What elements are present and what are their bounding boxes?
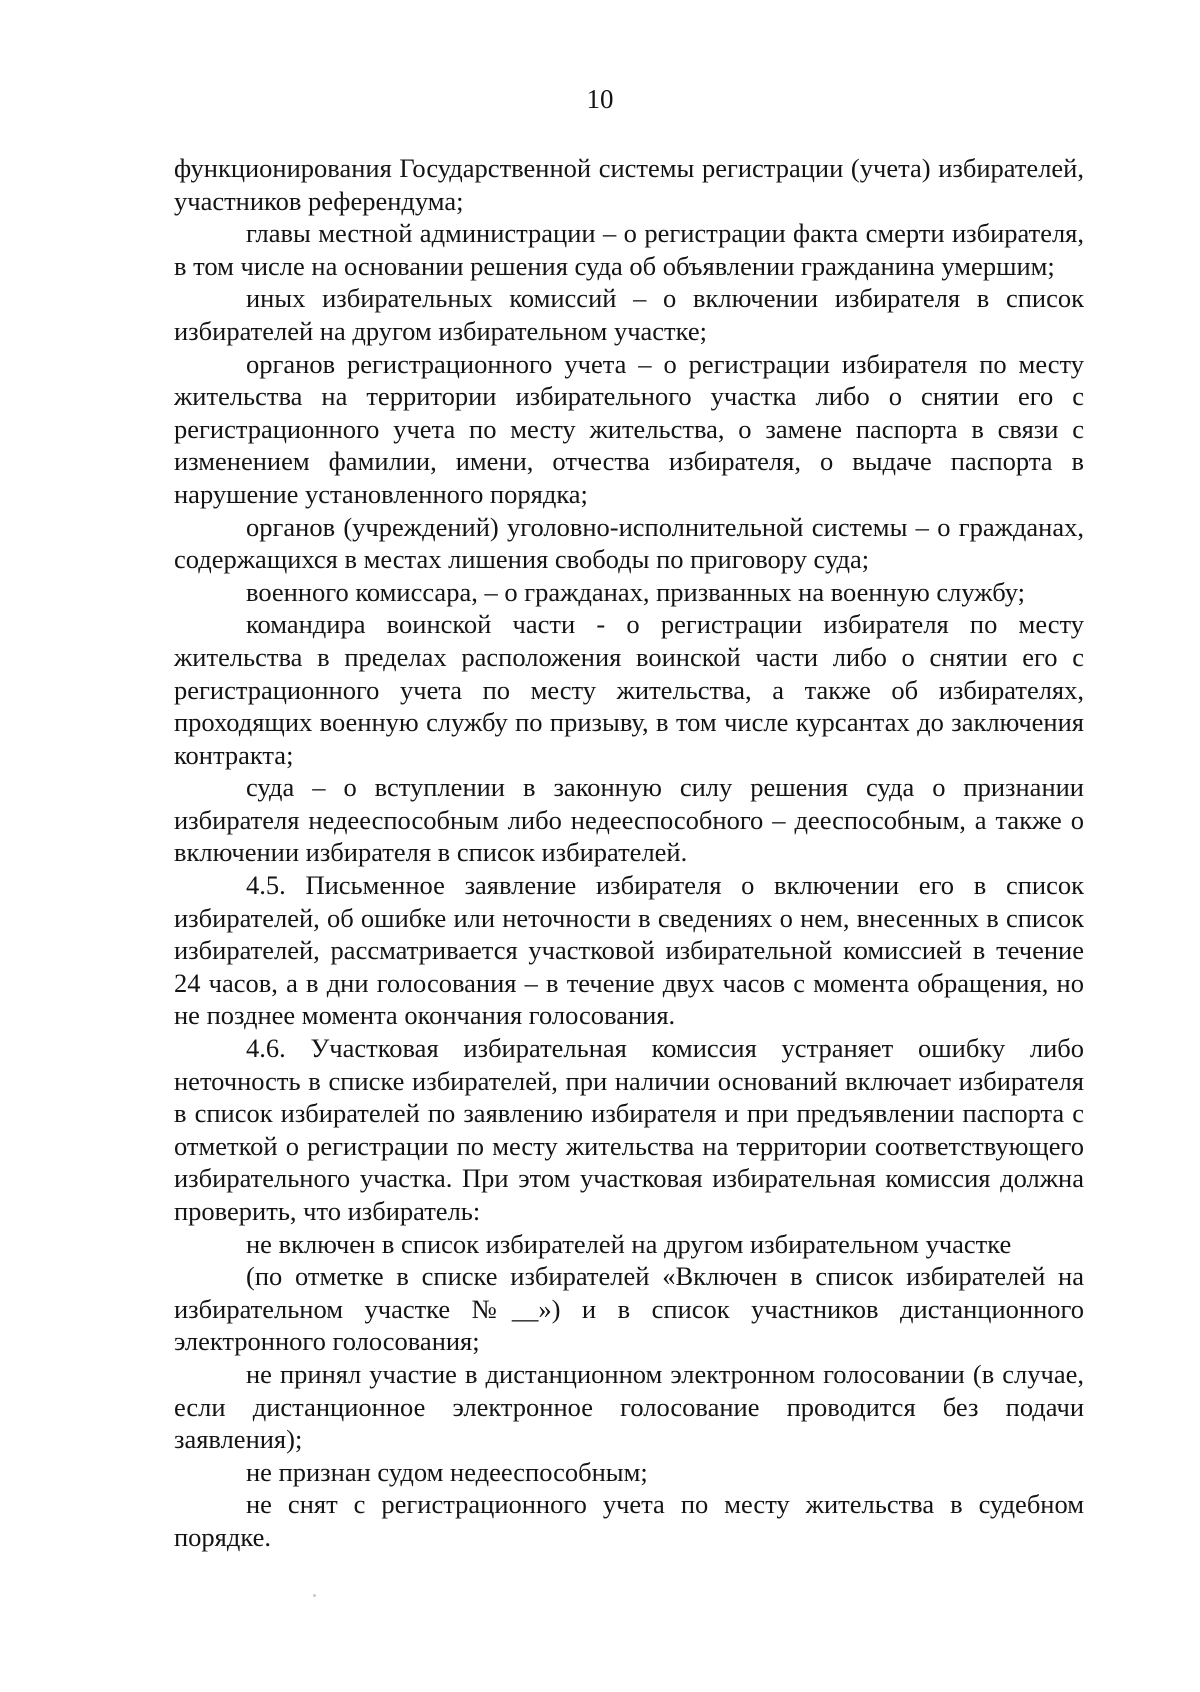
page-number: 10	[586, 84, 614, 114]
paragraph: главы местной администрации – о регистрации факта смерти избирателя, в том числе на основании решения суда об объявлении гражданина умершим;	[174, 218, 1084, 281]
list-item: не включен в список избирателей на другом избирательном участке	[246, 1228, 1012, 1259]
section-4-5-paragraph: 4.5. Письменное заявление избирателя о включении его в список избирателей, об ошибке или неточности в сведениях о нем, внесенных в список избирателей, рассматривается участковой избирательной комиссией в течение 24 часов, а в дни голосования – в течение двух часов с момента обращения, но не позднее момента окончания голосования.	[174, 870, 1084, 1031]
paragraph: военного комиссара, – о гражданах, призванных на военную службу;	[246, 576, 1025, 607]
list-item: не снят с регистрационного учета по месту жительства в судебном порядке.	[174, 1489, 1084, 1552]
paragraph: органов регистрационного учета – о регистрации избирателя по месту жительства на территории избирательного участка либо о снятии его с регистрационного учета по месту жительства, о замене паспорта в связи с изменением фамилии, имени, отчества избирателя, о выдаче паспорта в нарушение установленного порядка;	[174, 348, 1084, 509]
paragraph: органов (учреждений) уголовно-исполнительной системы – о гражданах, содержащихся в местах лишения свободы по приговору суда;	[174, 511, 1084, 575]
paragraph: командира воинской части - о регистрации избирателя по месту жительства в пределах расположения воинской части либо о снятии его с регистрационного учета по месту жительства, а также об избирателях, проходящих военную службу по призыву, в том числе курсантах до заключения контракта;	[174, 609, 1084, 770]
paragraph: функционирования Государственной системы регистрации (учета) избирателей, участников референдума;	[174, 153, 1084, 216]
paragraph: иных избирательных комиссий – о включении избирателя в список избирателей на другом избирательном участке;	[174, 283, 1084, 346]
list-item: (по отметке в списке избирателей «Включен в список избирателей на избирательном участке №__») и в список участников дистанционного электронного голосования;	[174, 1261, 1084, 1357]
document-body	[174, 152, 1084, 1554]
list-item: не принял участие в дистанционном электронном голосовании (в случае, если дистанционное электронное голосование проводится без подачи заявления);	[174, 1358, 1084, 1455]
section-4-6-paragraph: 4.6. Участковая избирательная комиссия устраняет ошибку либо неточность в списке избирателей, при наличии оснований включает избирателя в список избирателей по заявлению избирателя и при предъявлении паспорта с отметкой о регистрации по месту жительства на территории соответствующего избирательного участка. При этом участковая избирательная комиссия должна проверить, что избиратель:	[174, 1033, 1084, 1226]
paragraph: суда – о вступлении в законную силу решения суда о признании избирателя недееспособным либо недееспособного – дееспособным, а также о включении избирателя в список избирателей.	[174, 772, 1084, 868]
list-item: не признан судом недееспособным;	[246, 1456, 648, 1487]
scan-speck	[313, 1594, 316, 1597]
